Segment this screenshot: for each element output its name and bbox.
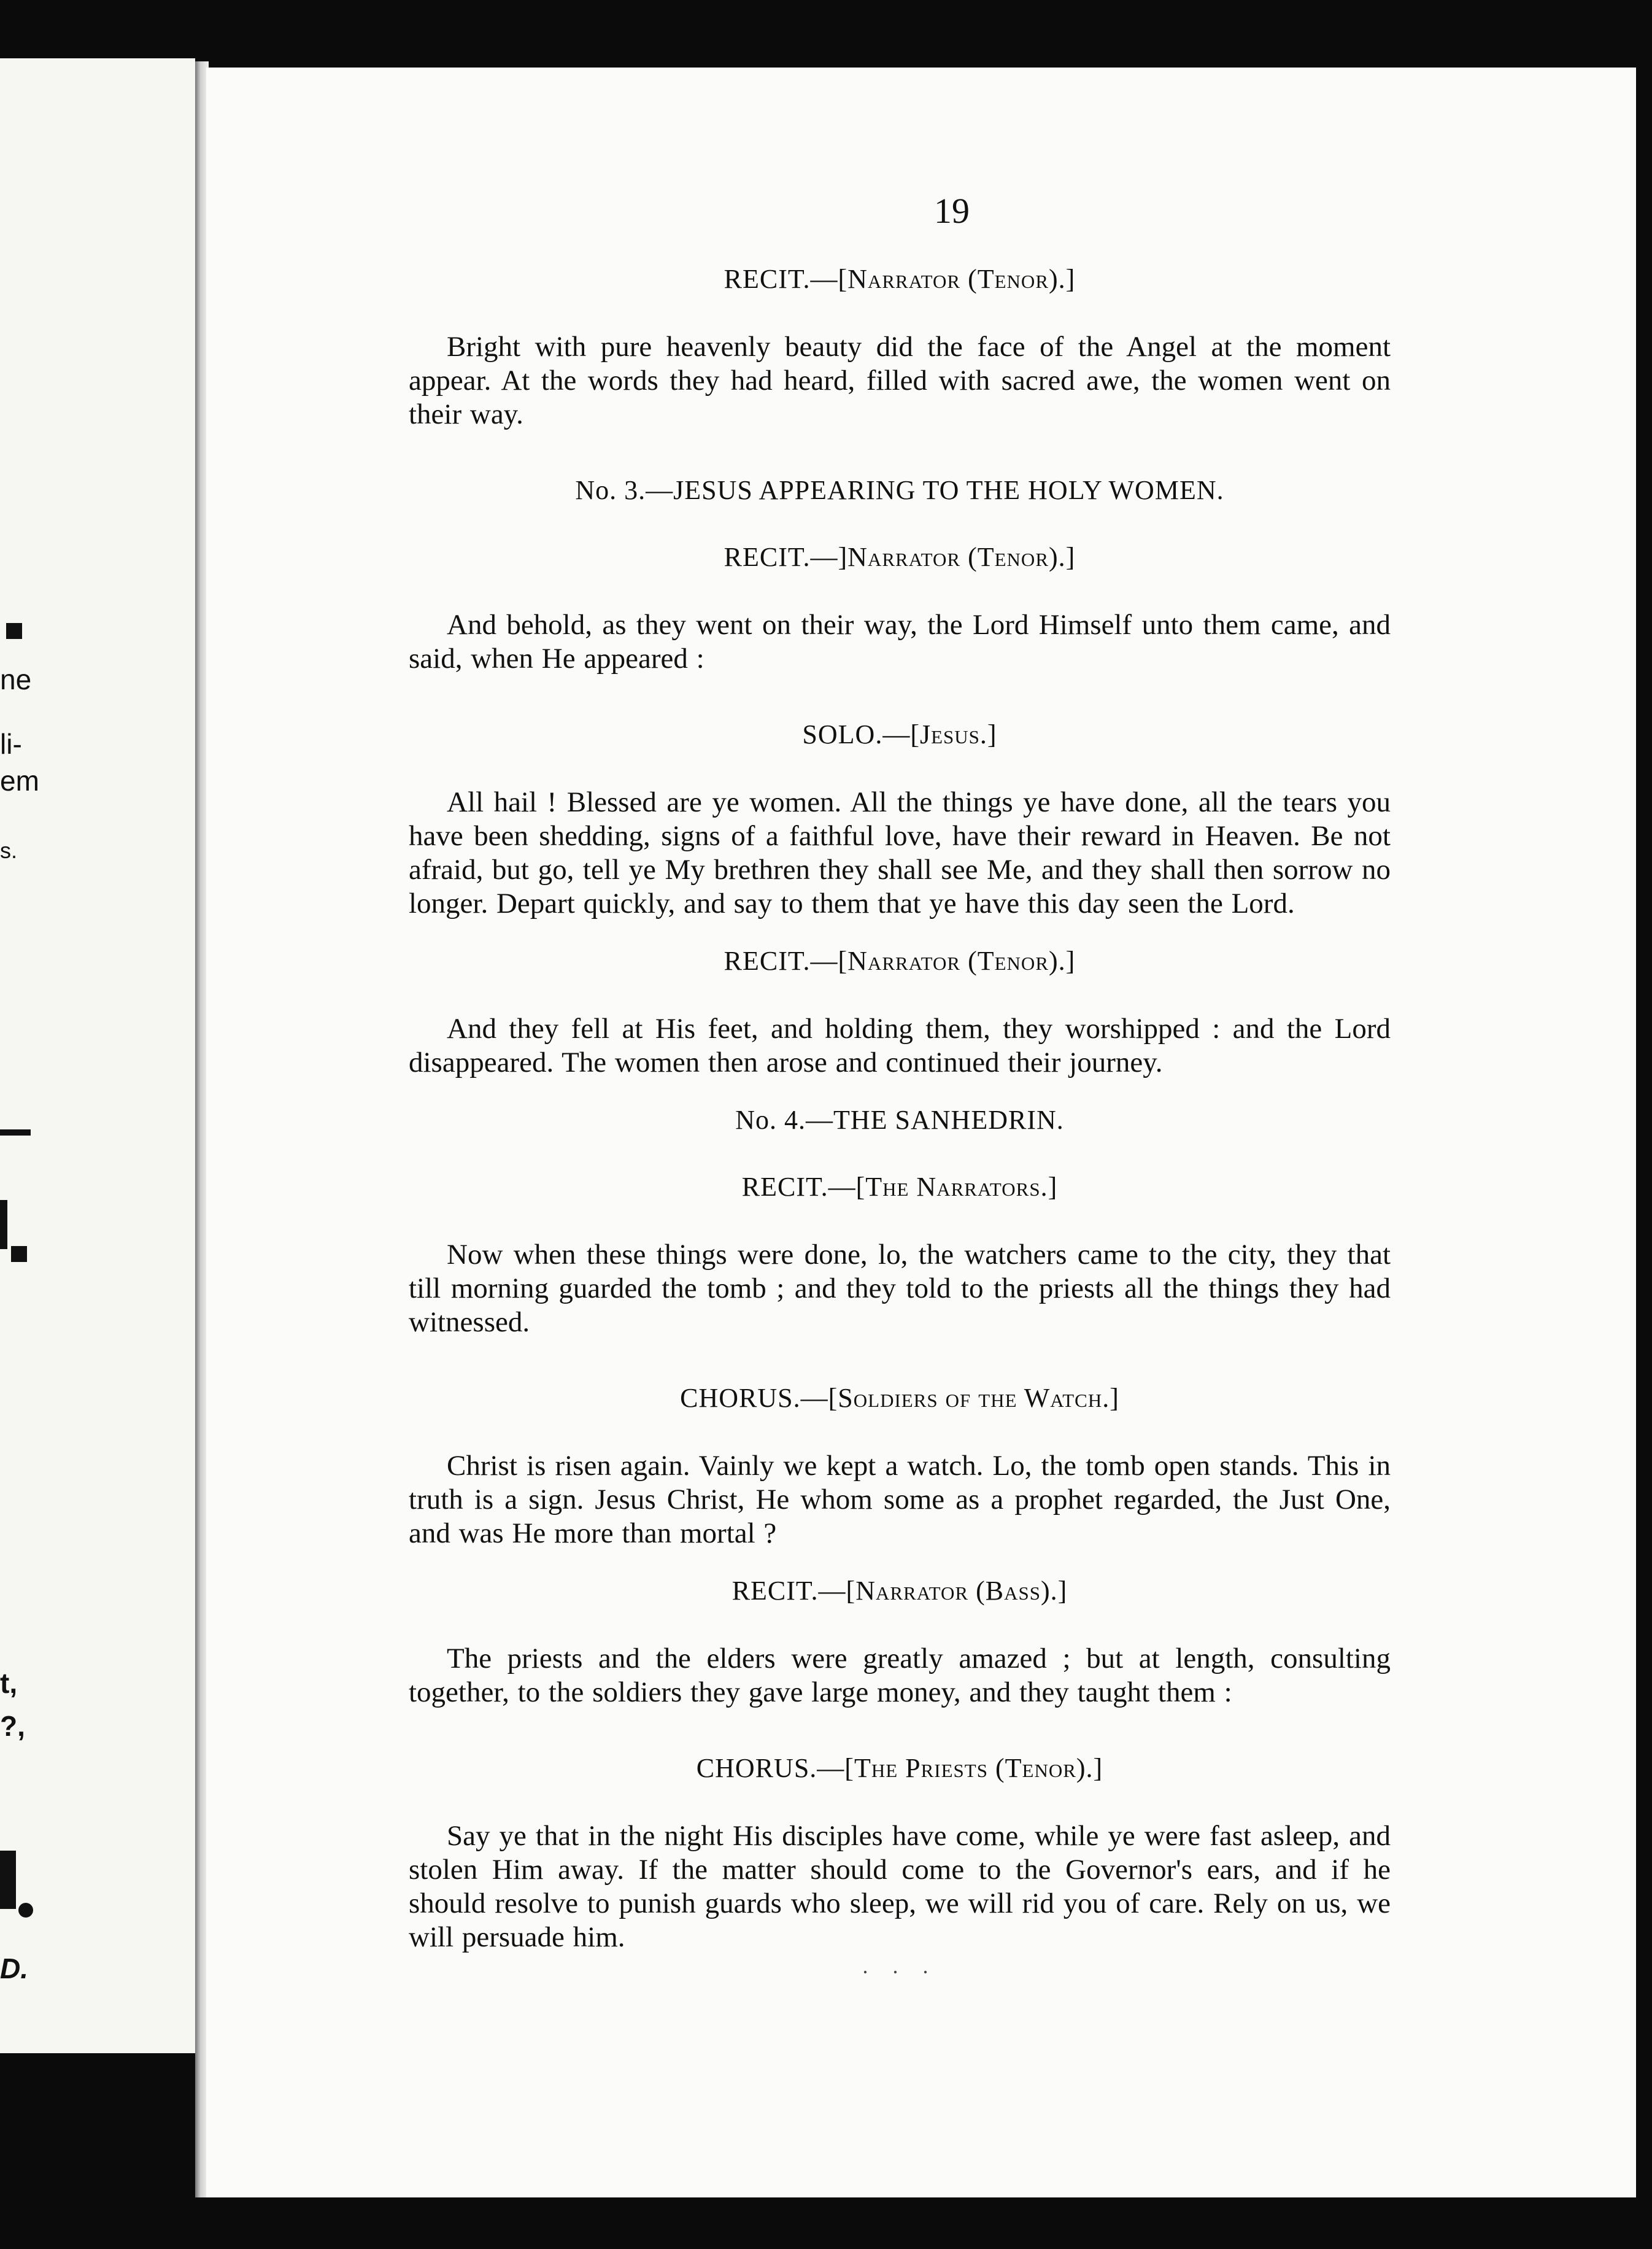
previous-page-fragment: ne — [0, 664, 32, 695]
number-heading: No. 4.—THE SANHEDRIN. — [735, 1105, 1064, 1135]
bullet-mark — [11, 1246, 27, 1262]
section-heading: CHORUS.—[Soldiers of the Watch.] — [680, 1383, 1119, 1413]
book-page — [206, 68, 1636, 2197]
previous-page-fragment: em — [0, 765, 39, 797]
section-text: Now when these things were done, lo, the watchers came to the city, they that till morning guarded the tomb ; and they told to the priests all the things they had witnessed. — [409, 1239, 1391, 1338]
previous-page-fragment: li- — [0, 728, 22, 760]
section-text: And behold, as they went on their way, the Lord Himself unto them came, and said, when He appeared : — [409, 609, 1391, 675]
previous-page-edge — [0, 58, 195, 2053]
previous-page-fragment: s. — [0, 838, 18, 863]
page-end-dots: · · · — [862, 1960, 938, 1984]
section-heading: RECIT.—[Narrator (Tenor).] — [724, 946, 1076, 976]
section-heading: RECIT.—[The Narrators.] — [741, 1172, 1058, 1202]
section-heading: CHORUS.—[The Priests (Tenor).] — [696, 1753, 1103, 1783]
section-text: Bright with pure heavenly beauty did the face of the Angel at the moment appear. At the words they had heard, filled with sacred awe, the women went on their way. — [409, 331, 1391, 430]
glyph-mark — [0, 1851, 16, 1909]
section-text: Christ is risen again. Vainly we kept a watch. Lo, the tomb open stands. This in truth is a sign. Jesus Christ, He whom some as a prophet regarded, the Just One, and was He more than mortal ? — [409, 1450, 1391, 1549]
previous-page-fragment: ?, — [0, 1710, 25, 1742]
section-heading: RECIT.—]Narrator (Tenor).] — [724, 542, 1076, 572]
previous-page-fragment: D. — [0, 1953, 28, 1984]
section-heading: RECIT.—[Narrator (Tenor).] — [724, 264, 1076, 294]
section-text: The priests and the elders were greatly amazed ; but at length, consulting together, to the soldiers they gave large money, and they taught them : — [409, 1643, 1391, 1708]
section-text: All hail ! Blessed are ye women. All the things ye have done, all the tears you have been shedding, signs of a faithful love, have their reward in Heaven. Be not afraid, but go, tell ye My brethren they shall see Me, and they shall then sorrow no longer. Depart quickly, and say to them that ye have this day seen the Lord. — [409, 786, 1391, 919]
number-heading: No. 3.—JESUS APPEARING TO THE HOLY WOMEN. — [575, 475, 1224, 505]
section-text: And they fell at His feet, and holding them, they worshipped : and the Lord disappeared. The women then arose and continued their journey. — [409, 1013, 1391, 1078]
previous-page-fragment: t, — [0, 1667, 18, 1699]
page-content — [409, 190, 1391, 1985]
page-number: 19 — [934, 191, 970, 231]
bullet-mark — [18, 1903, 33, 1918]
section-heading: RECIT.—[Narrator (Bass).] — [731, 1576, 1068, 1606]
section-text: Say ye that in the night His disciples have come, while ye were fast asleep, and stolen Him away. If the matter should come to the Governor's ears, and if he should resolve to punish guards who sleep, we will rid you of care. Rely on us, we will persuade him. — [409, 1820, 1391, 1953]
bullet-mark — [6, 623, 22, 639]
rule-mark — [0, 1129, 31, 1136]
glyph-mark — [0, 1200, 7, 1249]
section-heading: SOLO.—[Jesus.] — [802, 719, 997, 749]
